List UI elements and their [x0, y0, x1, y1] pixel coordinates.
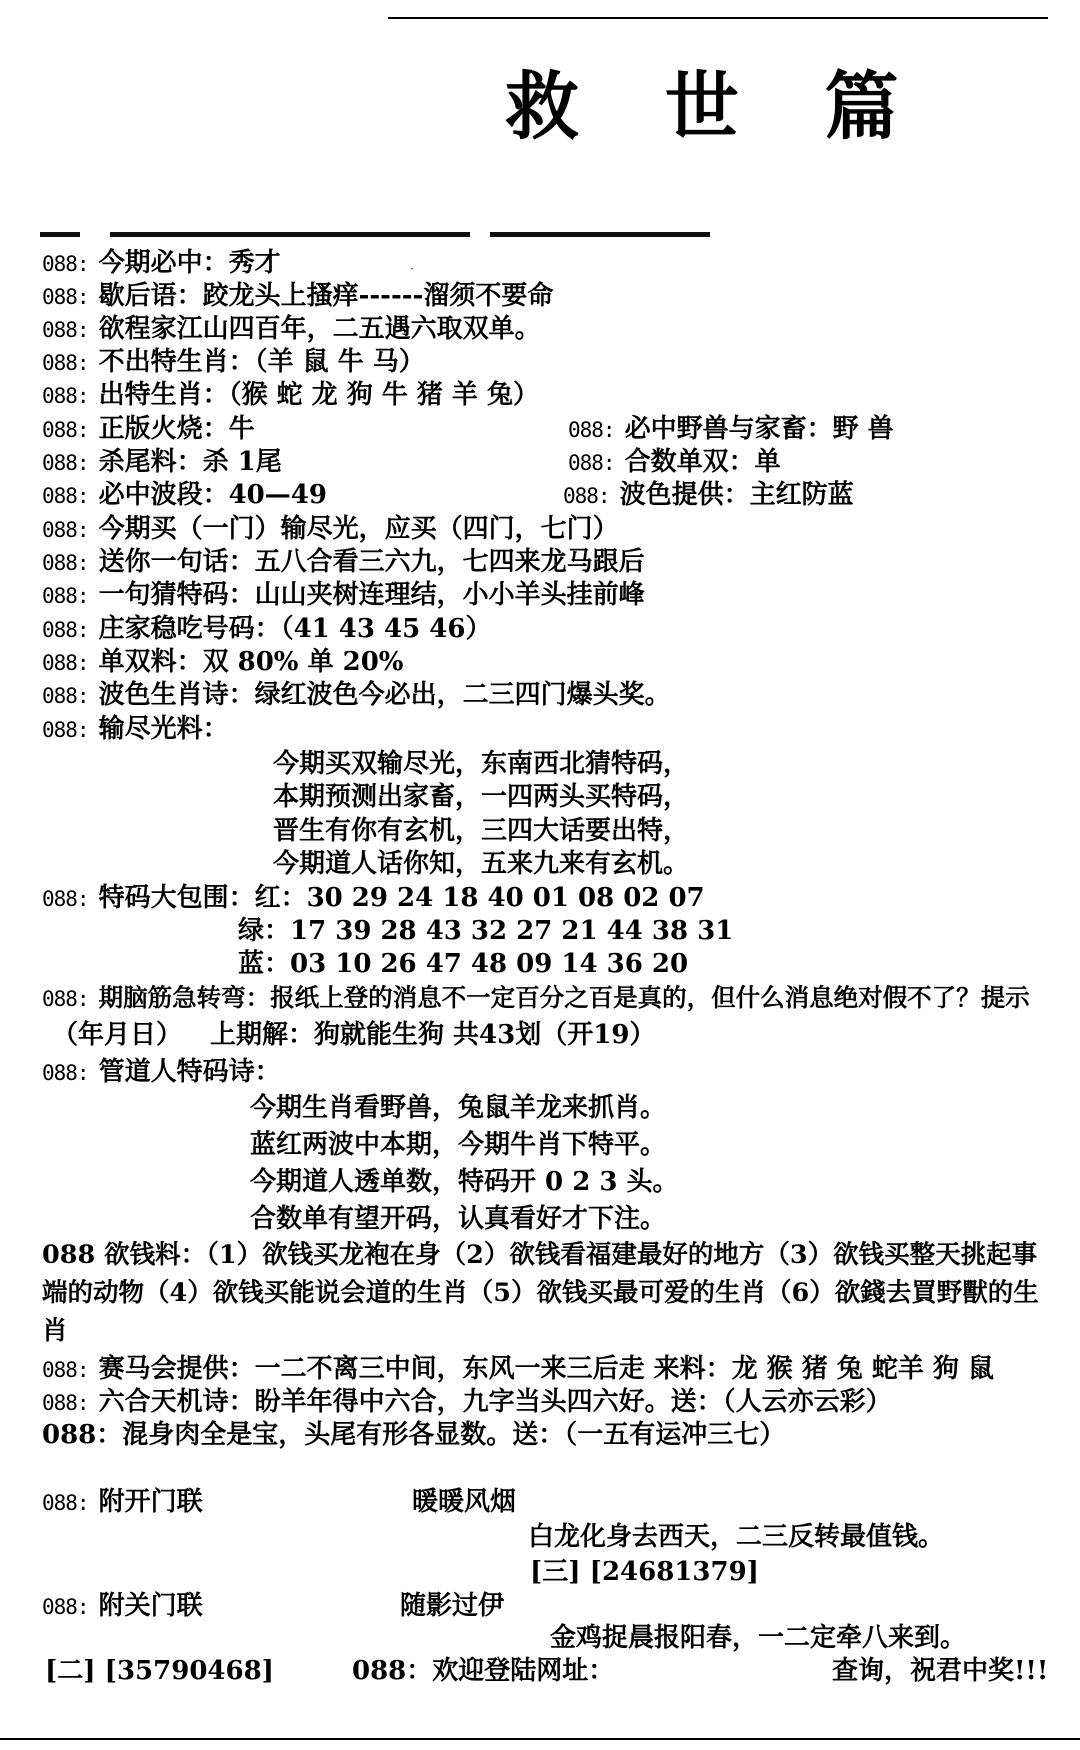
line-23r: 暖暖风烟: [412, 1487, 517, 1517]
poem2-line: 蓝红两波中本期，今期牛肖下特平。: [250, 1130, 667, 1160]
line-xiehouyu: 088: 歇后语：跤龙头上搔痒------溜须不要命: [42, 281, 554, 311]
line-17: 088: 期脑筋急转弯：报纸上登的消息不一定百分之百是真的，但什么消息绝对假不了？提示: [42, 983, 1030, 1012]
footer-left: [二] [35790468]: [45, 1656, 274, 1686]
line-17b: （年月日）: [52, 1020, 183, 1050]
footer-right: 查询，祝君中奖!!!: [832, 1656, 1049, 1686]
line-color: 088: 波色提供：主红防蓝: [563, 480, 854, 510]
line-not-zodiac: 088: 不出特生肖：（羊 鼠 牛 马）: [42, 347, 425, 377]
clipped-top-line: [40, 228, 720, 238]
line-21: 088: 六合天机诗：盼羊年得中六合，九字当头四六好。送：（人云亦云彩）: [42, 1387, 892, 1417]
top-rule: [388, 17, 1048, 19]
page-title: 救 世 篇: [505, 64, 929, 150]
line-16: 088: 特码大包围：红：30 29 24 18 40 01 08 02 07: [42, 883, 705, 913]
line-10: 088: 送你一句话：五八合看三六九，七四来龙马跟后: [42, 547, 645, 577]
line-wave: 088: 必中波段：40—49: [42, 480, 327, 510]
line-23p: 白龙化身去西天，二三反转最值钱。: [528, 1522, 945, 1552]
line-11: 088: 一句猜特码：山山夹树连理结，小小羊头挂前峰: [42, 580, 645, 610]
line-3: 088: 欲程家江山四百年，二五遇六取双单。: [42, 314, 541, 344]
line-zodiac: 088: 出特生肖：（猴 蛇 龙 狗 牛 猪 羊 兔）: [42, 380, 539, 410]
poem2-line: 合数单有望开码，认真看好才下注。: [250, 1204, 667, 1234]
poem1-line: 本期预测出家畜，一四两头买特码，: [273, 782, 690, 812]
poem1-line: 今期道人话你知，五来九来有玄机。: [273, 849, 690, 879]
line-17c: 上期解：狗就能生狗 共43划（开19）: [210, 1020, 656, 1050]
line-tail: 088: 杀尾料：杀 1尾: [42, 447, 282, 477]
line-24: 088: 附关门联: [42, 1591, 203, 1621]
line-20: 088: 赛马会提供：一二不离三中间，东风一来三后走 来料：龙 猴 猪 兔 蛇羊 狗 鼠: [42, 1354, 994, 1384]
line-18: 088: 管道人特码诗：: [42, 1057, 281, 1087]
line-16-green: 绿：17 39 28 43 32 27 21 44 38 31: [238, 916, 734, 946]
line-23n: [三] [24681379]: [530, 1557, 759, 1587]
poem2-line: 今期生肖看野兽，兔鼠羊龙来抓肖。: [250, 1093, 667, 1123]
line-14: 088: 波色生肖诗：绿红波色今必出，二三四门爆头奖。: [42, 680, 671, 710]
line-24r: 随影过伊: [400, 1591, 505, 1621]
line-22: 088：混身肉全是宝，头尾有形各显数。送：（一五有运冲三七）: [42, 1420, 786, 1450]
line-12: 088: 庄家稳吃号码：（41 43 45 46）: [42, 614, 492, 644]
line-beast: 088: 必中野兽与家畜：野 兽: [568, 414, 894, 444]
line-must-win: 088: 今期必中：秀才: [42, 248, 281, 278]
line-23: 088: 附开门联: [42, 1487, 203, 1517]
line-19: 088 欲钱料：（1）欲钱买龙袍在身（2）欲钱看福建最好的地方（3）欲钱买整天挑起事端的动物（4）欲钱买能说会道的生肖（5）欲钱买最可爱的生肖（6）欲錢去買野獸的生肖: [42, 1240, 1039, 1346]
poem1-line: 今期买双输尽光，东南西北猜特码，: [273, 749, 690, 779]
poem2-line: 今期道人透单数，特码开 0 2 3 头。: [250, 1167, 679, 1197]
line-24p: 金鸡捉晨报阳春，一二定牵八来到。: [550, 1623, 967, 1653]
line-9: 088: 今期买（一门）输尽光，应买（四门，七门）: [42, 514, 619, 544]
line-fire: 088: 正版火烧：牛: [42, 414, 255, 444]
line-13: 088: 单双料：双 80% 单 20%: [42, 647, 404, 677]
bottom-rule: [0, 1738, 1080, 1740]
footer-middle: 088：欢迎登陆网址：: [352, 1656, 615, 1686]
stray-text: ·: [410, 262, 414, 276]
line-16-blue: 蓝：03 10 26 47 48 09 14 36 20: [238, 949, 689, 979]
poem1-line: 晋生有你有玄机，三四大话要出特，: [273, 816, 690, 846]
line-parity: 088: 合数单双：单: [568, 447, 781, 477]
line-15: 088: 输尽光料：: [42, 714, 229, 744]
